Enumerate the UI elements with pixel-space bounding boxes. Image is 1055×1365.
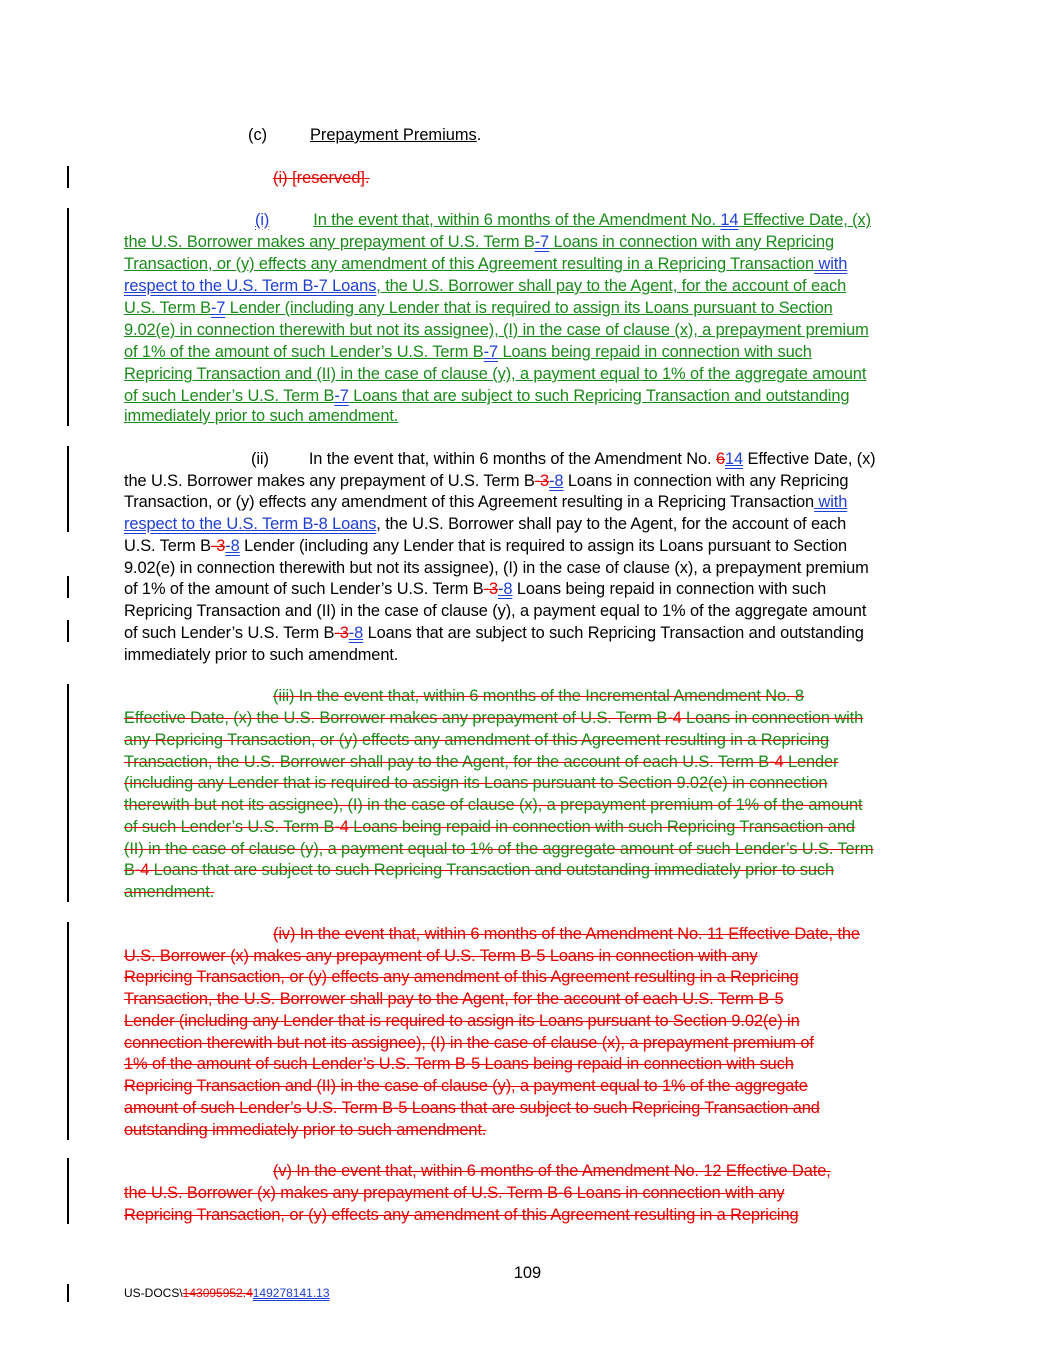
para-iii-line: (II) in the case of clause (y), a payment equal to 1% of the aggregate amount of such Lender’s U.S. Term (124, 840, 874, 858)
para-iii-line: Effective Date, (x) the U.S. Borrower makes any prepayment of U.S. Term B-4 Loans in connection with (124, 709, 864, 727)
para-ii-line: 9.02(e) in connection therewith but not its assignee), (I) in the case of clause (x), a prepayment premium (124, 559, 869, 577)
change-bar (67, 446, 69, 532)
para-iv-line: amount of such Lender’s U.S. Term B-5 Loans that are subject to such Repricing Transaction and (124, 1099, 820, 1117)
para-ii-line: U.S. Term B-3-8 Lender (including any Lender that is required to assign its Loans pursuant to Section (124, 537, 848, 555)
para-i-line: (i) In the event that, within 6 months of the Amendment No. 14 Effective Date, (x) (255, 211, 871, 229)
para-i-line: immediately prior to such amendment. (124, 407, 399, 425)
para-ii-line: respect to the U.S. Term B-8 Loans, the U.S. Borrower shall pay to the Agent, for the account of each (124, 515, 847, 533)
para-v-line: Repricing Transaction, or (y) effects any amendment of this Agreement resulting in a Repricing (124, 1206, 799, 1224)
para-iv-line: Repricing Transaction, or (y) effects any amendment of this Agreement resulting in a Repricing (124, 968, 799, 986)
para-ii-line: Transaction, or (y) effects any amendment of this Agreement resulting in a Repricing Transaction with (124, 493, 848, 511)
para-iii-line: any Repricing Transaction, or (y) effects any amendment of this Agreement resulting in a Repricing (124, 731, 830, 749)
change-bar (67, 1158, 69, 1224)
para-ii-line: Repricing Transaction and (II) in the case of clause (y), a payment equal to 1% of the aggregate amount (124, 602, 867, 620)
para-i-line: of 1% of the amount of such Lender’s U.S. Term B-7 Loans being repaid in connection with such (124, 343, 812, 361)
section-label: (c) (248, 126, 268, 144)
para-v-line: (v) In the event that, within 6 months of the Amendment No. 12 Effective Date, (273, 1162, 831, 1180)
para-i-line: the U.S. Borrower makes any prepayment of U.S. Term B-7 Loans in connection with any Repricing (124, 233, 835, 251)
change-bar (67, 208, 69, 426)
para-iv-line: Repricing Transaction and (II) in the case of clause (y), a payment equal to 1% of the aggregate (124, 1077, 808, 1095)
para-i-line: Transaction, or (y) effects any amendment of this Agreement resulting in a Repricing Transaction with (124, 255, 848, 273)
para-i-line: Repricing Transaction and (II) in the case of clause (y), a payment equal to 1% of the aggregate amount (124, 365, 867, 383)
para-ii-line: (ii) In the event that, within 6 months of the Amendment No. 614 Effective Date, (x) (251, 450, 876, 468)
document-id: US-DOCS\143095952.4149278141.13 (124, 1286, 330, 1300)
para-iv-line: U.S. Borrower (x) makes any prepayment of U.S. Term B-5 Loans in connection with any (124, 947, 758, 965)
change-bar (67, 620, 69, 642)
para-iv-line: Transaction, the U.S. Borrower shall pay to the Agent, for the account of each U.S. Term B-5 (124, 990, 784, 1008)
para-i-line: 9.02(e) in connection therewith but not its assignee), (I) in the case of clause (x), a prepayment premium (124, 321, 869, 339)
para-iii-line: (including any Lender that is required to assign its Loans pursuant to Section 9.02(e) in connection (124, 774, 828, 792)
para-iv-line: outstanding immediately prior to such amendment. (124, 1121, 487, 1139)
change-bar (67, 576, 69, 598)
para-i-line: of such Lender’s U.S. Term B-7 Loans that are subject to such Repricing Transaction and outstanding (124, 387, 850, 405)
para-iv-line: (iv) In the event that, within 6 months of the Amendment No. 11 Effective Date, the (273, 925, 860, 943)
para-iii-line: (iii) In the event that, within 6 months of the Incremental Amendment No. 8 (273, 687, 804, 705)
para-ii-line: the U.S. Borrower makes any prepayment of U.S. Term B-3-8 Loans in connection with any Repricing (124, 472, 849, 490)
para-iii-line: amendment. (124, 883, 215, 901)
para-iii-line: of such Lender’s U.S. Term B-4 Loans being repaid in connection with such Repricing Transaction and (124, 818, 855, 836)
para-iii-line: therewith but not its assignee), (I) in the case of clause (x), a prepayment premium of 1% of the amount (124, 796, 863, 814)
change-bar (67, 1284, 69, 1302)
change-bar (67, 922, 69, 1140)
para-iv-line: Lender (including any Lender that is required to assign its Loans pursuant to Section 9.02(e) in (124, 1012, 800, 1030)
para-i-line: respect to the U.S. Term B-7 Loans, the U.S. Borrower shall pay to the Agent, for the account of each (124, 277, 847, 295)
para-v-line: the U.S. Borrower (x) makes any prepayment of U.S. Term B-6 Loans in connection with any (124, 1184, 785, 1202)
page-number: 109 (513, 1264, 542, 1282)
reserved-clause: (i) [reserved]. (273, 169, 370, 187)
para-iv-line: connection therewith but not its assignee), (I) in the case of clause (x), a prepayment premium of (124, 1034, 814, 1052)
para-ii-line: immediately prior to such amendment. (124, 646, 399, 664)
para-iii-line: B-4 Loans that are subject to such Repricing Transaction and outstanding immediately prior to such (124, 861, 834, 879)
para-iii-line: Transaction, the U.S. Borrower shall pay to the Agent, for the account of each U.S. Term B-4 Lender (124, 753, 839, 771)
change-bar (67, 684, 69, 902)
para-ii-line: of 1% of the amount of such Lender’s U.S. Term B-3-8 Loans being repaid in connection with such (124, 580, 827, 598)
para-ii-line: of such Lender’s U.S. Term B-3-8 Loans that are subject to such Repricing Transaction and outstanding (124, 624, 864, 642)
para-iv-line: 1% of the amount of such Lender’s U.S. Term B-5 Loans being repaid in connection with such (124, 1055, 794, 1073)
section-title: Prepayment Premiums. (310, 126, 482, 144)
para-i-line: U.S. Term B-7 Lender (including any Lender that is required to assign its Loans pursuant to Section (124, 299, 833, 317)
change-bar (67, 166, 69, 188)
